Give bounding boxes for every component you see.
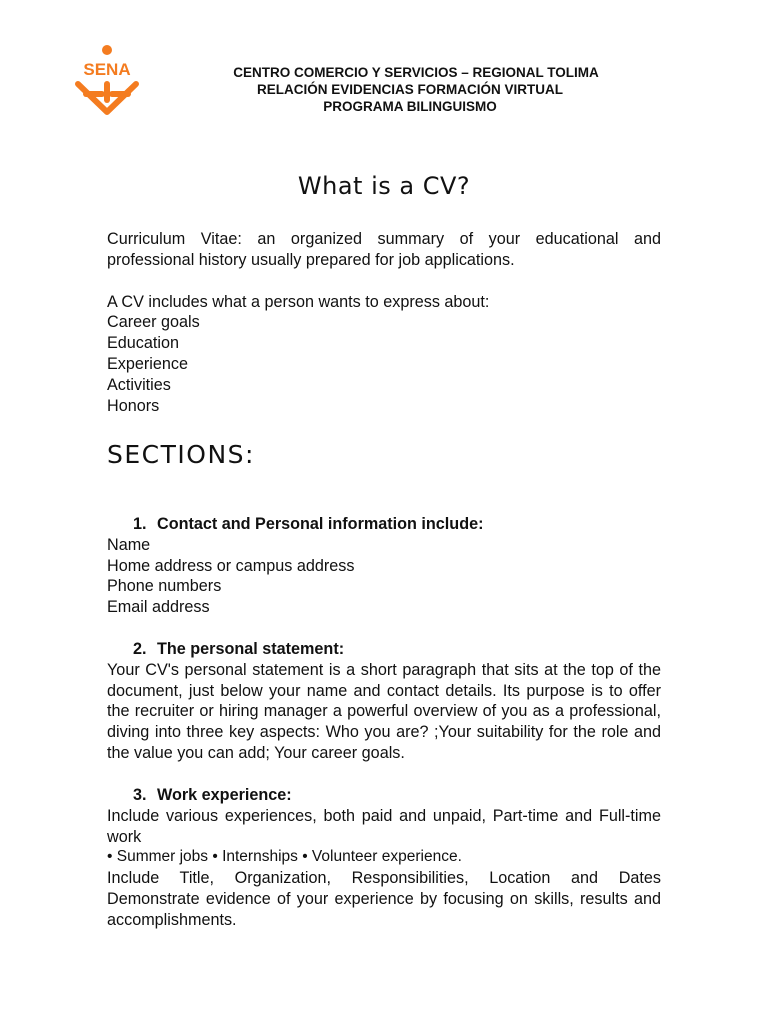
document-header — [150, 64, 670, 115]
sena-logo — [72, 44, 142, 122]
section-body: Your CV's personal statement is a short paragraph that sits at the top of the document, just below your name and contact details. Its purpose is to offer the recruiter or hiring manager a powerful overview of you as a professional, diving into three key aspects: Who you are? ;Your suitability for the role and the value you can add; Your career goals. — [107, 660, 661, 762]
section-body: Include various experiences, both paid and unpaid, Part-time and Full-time work — [107, 806, 661, 846]
section-heading-text: Contact and Personal information include: — [157, 515, 484, 533]
sena-logo-icon — [72, 44, 142, 122]
header-line-1: CENTRO COMERCIO Y SERVICIOS – REGIONAL TOLIMA — [233, 65, 599, 80]
list-item: Phone numbers — [107, 577, 222, 596]
logo-text — [142, 44, 143, 45]
section-contact — [107, 514, 661, 618]
sections-title: SECTIONS: — [107, 440, 255, 469]
header-line-2: RELACIÓN EVIDENCIAS FORMACIÓN VIRTUAL — [256, 82, 563, 97]
section-personal-statement — [107, 639, 661, 764]
cv-definition: Curriculum Vitae: an organized summary of your educational and professional history usually prepared for job applications. — [107, 230, 661, 269]
intro-block — [107, 229, 661, 416]
list-item: Honors — [107, 396, 160, 415]
list-item: Activities — [107, 375, 171, 394]
section-heading — [107, 785, 661, 806]
section-heading — [107, 514, 661, 535]
section-heading-text: Work experience: — [157, 786, 292, 804]
list-item: Home address or campus address — [107, 556, 355, 575]
list-item: Education — [107, 334, 179, 353]
list-item: Email address — [107, 598, 210, 617]
section-heading — [107, 639, 661, 660]
svg-text:SENA: SENA — [83, 60, 131, 79]
header-line-3: PROGRAMA BILINGUISMO — [323, 99, 497, 114]
list-item: Experience — [107, 354, 188, 373]
section-work-experience — [107, 785, 661, 931]
section-bullets: • Summer jobs • Internships • Volunteer experience. — [107, 848, 462, 866]
section-heading-text: The personal statement: — [157, 640, 345, 658]
cv-includes-lead: A CV includes what a person wants to express about: — [107, 292, 490, 311]
section-body-2: Include Title, Organization, Responsibilities, Location and Dates Demonstrate evidence of your experience by focusing on skills, results and accomplishments. — [107, 869, 661, 929]
page-title: What is a CV? — [297, 172, 471, 200]
list-item: Name — [107, 535, 151, 554]
list-item: Career goals — [107, 313, 200, 332]
section-number: 2. — [133, 640, 147, 658]
section-number: 1. — [133, 515, 147, 533]
section-number: 3. — [133, 786, 147, 804]
